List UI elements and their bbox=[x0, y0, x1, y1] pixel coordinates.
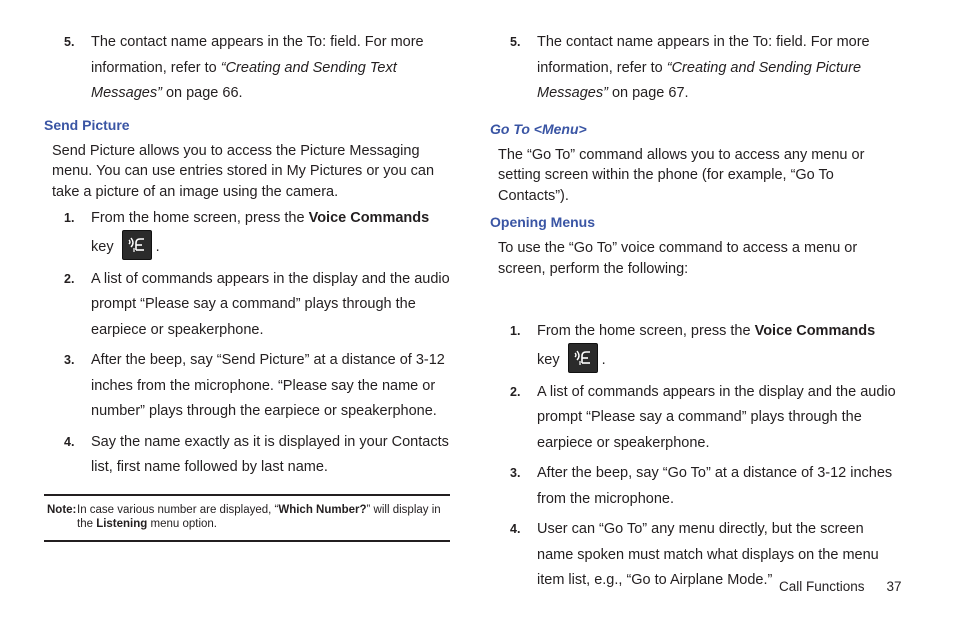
voice-commands-key-icon bbox=[568, 343, 598, 373]
step-number: 3. bbox=[510, 466, 521, 480]
subsection-heading-opening-menus: Opening Menus bbox=[490, 214, 595, 230]
step-number: 5. bbox=[510, 35, 521, 49]
step-5-right bbox=[490, 30, 900, 107]
step-number: 3. bbox=[64, 353, 75, 367]
step-1-right bbox=[490, 319, 900, 375]
step-text: . bbox=[601, 351, 606, 368]
step-text: The contact name appears in the To: field. For more information, refer to bbox=[91, 34, 424, 76]
step-2-left bbox=[44, 267, 454, 344]
step-4-left bbox=[44, 430, 454, 481]
step-text: From the home screen, press the bbox=[537, 323, 755, 339]
footer-section: Call Functions bbox=[779, 579, 865, 594]
note-text: menu option. bbox=[147, 518, 217, 530]
section-intro: The “Go To” command allows you to access any menu or setting screen within the phone (for example, “Go To Contacts”). bbox=[498, 146, 865, 204]
voice-commands-key-icon bbox=[122, 230, 152, 260]
step-number: 4. bbox=[64, 434, 75, 449]
step-text: After the beep, say “Send Picture” at a distance of 3-12 inches from the microphone. “Please say the name or number” plays through the earpiece or speakerphone. bbox=[91, 352, 445, 419]
step-number: 2. bbox=[64, 271, 75, 286]
step-5-left bbox=[44, 30, 454, 107]
step-text: . bbox=[155, 238, 160, 255]
step-text: key bbox=[91, 238, 114, 255]
cross-reference: “Creating and Sending Text Messages” bbox=[91, 59, 397, 101]
step-emphasis: Voice Commands bbox=[754, 323, 876, 339]
step-number: 1. bbox=[64, 211, 75, 225]
step-text: key bbox=[537, 351, 560, 368]
page-footer bbox=[779, 579, 902, 594]
right-column bbox=[490, 30, 900, 599]
note-box bbox=[44, 494, 450, 542]
step-text: After the beep, say “Go To” at a distance of 3-12 inches from the microphone. bbox=[537, 465, 893, 507]
note-emphasis: Listening bbox=[96, 518, 148, 530]
step-text: User can “Go To” any menu directly, but the screen name spoken must match what displays on the menu item list, e.g., “Go to Airplane Mode.” bbox=[537, 521, 879, 588]
page-number: 37 bbox=[886, 579, 902, 594]
step-1-left bbox=[44, 206, 454, 262]
note-body bbox=[47, 503, 446, 532]
step-text: From the home screen, press the bbox=[91, 210, 309, 226]
step-3-right bbox=[490, 461, 900, 512]
subsection-intro: To use the “Go To” voice command to access a menu or screen, perform the following: bbox=[498, 240, 858, 277]
note-text: In case various number are displayed, “ bbox=[77, 503, 279, 516]
step-text: on page 66. bbox=[161, 85, 243, 101]
step-number: 4. bbox=[510, 522, 521, 536]
step-emphasis: Voice Commands bbox=[308, 210, 430, 226]
left-column bbox=[44, 30, 454, 542]
step-3-left bbox=[44, 348, 454, 425]
step-text: Say the name exactly as it is displayed in your Contacts list, first name followed by last name. bbox=[91, 433, 449, 475]
step-text: The contact name appears in the To: field. For more information, refer to bbox=[537, 34, 870, 76]
step-2-right bbox=[490, 380, 900, 457]
step-text: A list of commands appears in the display and the audio prompt “Please say a command” plays through the earpiece or speakerphone. bbox=[537, 383, 896, 451]
step-text: A list of commands appears in the display and the audio prompt “Please say a command” plays through the earpiece or speakerphone. bbox=[91, 270, 450, 338]
section-intro: Send Picture allows you to access the Picture Messaging menu. You can use entries stored in My Pictures or you can take a picture of an image using the camera. bbox=[52, 142, 435, 200]
section-heading-send-picture: Send Picture bbox=[44, 116, 130, 133]
step-number: 2. bbox=[510, 384, 521, 399]
cross-reference: “Creating and Sending Picture Messages” bbox=[537, 59, 862, 101]
note-text: ” will display in the bbox=[77, 503, 441, 530]
step-text: on page 67. bbox=[607, 85, 689, 101]
step-number: 5. bbox=[64, 35, 75, 49]
note-emphasis: Which Number? bbox=[278, 503, 367, 516]
note-label: Note: bbox=[47, 503, 77, 516]
section-heading-go-to-menu: Go To <Menu> bbox=[490, 120, 587, 137]
step-number: 1. bbox=[510, 324, 521, 338]
